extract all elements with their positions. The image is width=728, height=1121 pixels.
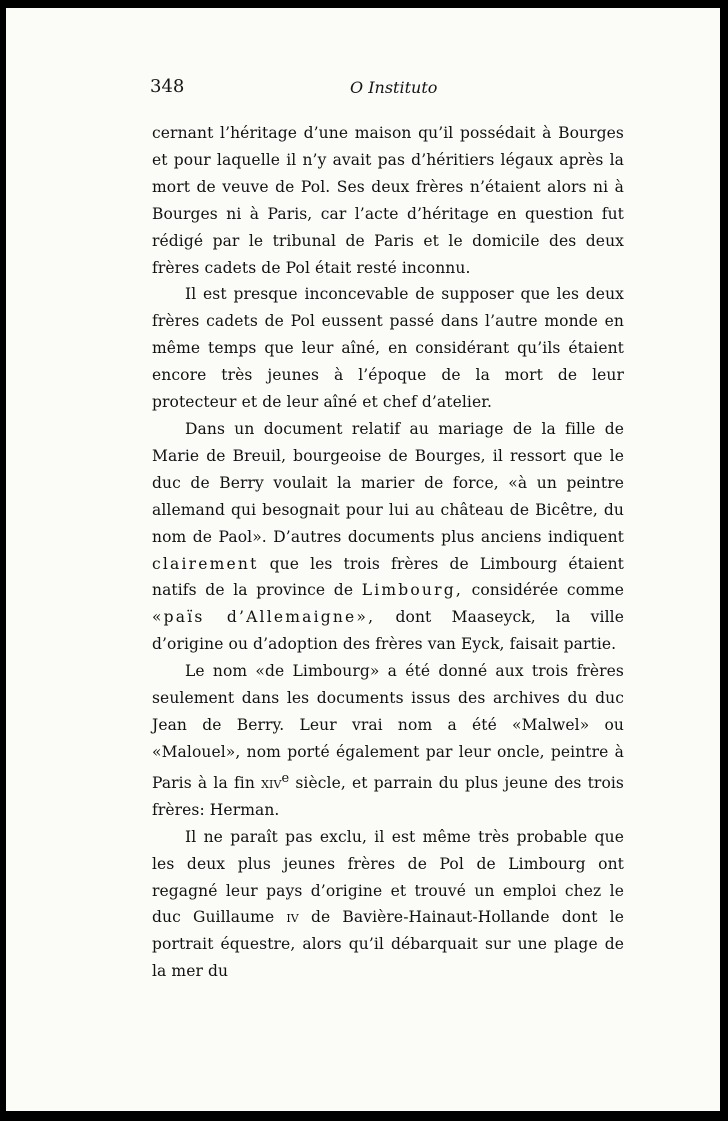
paragraph-5-roman: iv	[286, 908, 299, 927]
paragraph-1-text: cernant l’héritage d’une maison qu’il possédait à Bourges et pour laquelle il n’y avait pas d’héritiers légaux après la mort de veuve de Pol. Ses deux frères n’étaient alors ni à Bourges ni à Paris, car l’acte d’héritage en question fut rédigé par le tribunal de Paris et le domicile des deux frères cadets de Pol était resté inconnu.	[152, 124, 624, 277]
body-text	[152, 120, 624, 985]
paragraph-3-spaced-b: Limbourg,	[361, 581, 463, 600]
paragraph-4-century-sup: e	[281, 770, 290, 786]
paragraph-4	[152, 658, 624, 824]
page-number: 348	[150, 76, 185, 97]
paragraph-4-text-a: Le nom «de Limbourg» a été donné aux trois frères seulement dans les documents issus des archives du duc Jean de Berry. Leur vrai nom a été «Malwel» ou «Malouel», nom porté également par leur oncle, peintre à Paris à la fin	[152, 662, 624, 792]
paragraph-2-text: Il est presque inconcevable de supposer que les deux frères cadets de Pol eussent passé dans l’autre monde en même temps que leur aîné, en considérant qu’ils étaient encore très jeunes à l’époque de la mort de leur protecteur et de leur aîné et chef d’atelier.	[152, 285, 624, 412]
running-title: O Instituto	[350, 78, 438, 97]
paragraph-5-text-a: Il ne paraît pas exclu, il est même très probable que les deux plus jeunes frères de Pol de Limbourg ont regagné leur pays d’origine et trouvé un emploi chez le duc Guillaume	[152, 827, 624, 927]
paragraph-3	[152, 416, 624, 658]
paragraph-3-text-d: dont Maaseyck, la ville d’origine ou d’adoption des frères van Eyck, faisait partie.	[152, 608, 624, 654]
paragraph-3-text-b: que les trois frères de Limbourg étaient natifs de la province de	[152, 554, 625, 600]
paragraph-3-text-a: Dans un document relatif au mariage de la fille de Marie de Breuil, bourgeoise de Bourges, il ressort que le duc de Berry voulait la marier de force, «à un peintre allemand qui besognait pour lui au château de Bicêtre, du nom de Paol». D’autres documents plus anciens indiquent	[152, 419, 624, 546]
paragraph-4-century: xiv	[261, 773, 282, 792]
paragraph-4-text-b: siècle, et parrain du plus jeune des trois frères: Herman.	[152, 773, 624, 819]
paragraph-1	[152, 120, 624, 281]
paragraph-3-text-c: considérée comme	[471, 581, 625, 600]
paragraph-5	[152, 824, 624, 985]
paragraph-5-text-b: de Bavière-Hainaut-Hollande dont le portrait équestre, alors qu’il débarquait sur une plage de la mer du	[152, 908, 625, 981]
paragraph-2	[152, 281, 624, 416]
paragraph-3-spaced-a: clairement	[152, 554, 259, 573]
page-header	[150, 76, 620, 102]
paragraph-3-spaced-c: «païs d’Allemaigne»,	[152, 608, 376, 627]
